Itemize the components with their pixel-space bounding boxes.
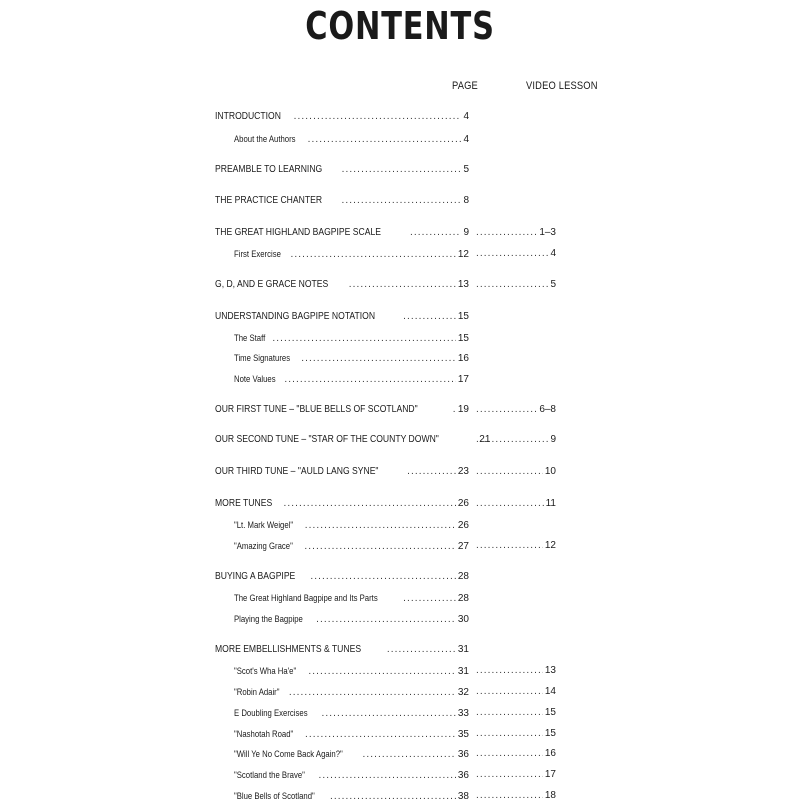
toc-video-leader [474, 496, 556, 512]
toc-page-number: 36 [457, 749, 469, 760]
toc-page-leader [215, 309, 469, 325]
toc-page-number: 16 [457, 353, 469, 364]
dot-leader [284, 372, 456, 388]
dot-leader [362, 747, 455, 763]
toc-entry [0, 464, 800, 480]
toc-page-leader [234, 726, 469, 742]
toc-entry [0, 684, 800, 700]
dot-leader [476, 496, 544, 512]
dot-leader [291, 247, 456, 263]
toc-entry [0, 330, 800, 346]
toc-page-number: 4 [463, 111, 469, 122]
toc-page-leader [234, 705, 469, 721]
toc-video-number: 5 [550, 279, 556, 290]
toc-entry-label: "Scotland the Brave" [234, 770, 305, 780]
toc-entry [0, 569, 800, 585]
toc-entry-label: OUR THIRD TUNE – "AULD LANG SYNE" [215, 466, 379, 477]
toc-entry [0, 642, 800, 658]
toc-entry [0, 162, 800, 178]
toc-page-number: 21 [479, 434, 491, 445]
toc-entry-label: About the Authors [234, 134, 296, 144]
dot-leader [403, 591, 456, 607]
toc-entry-label: "Will Ye No Come Back Again?" [234, 749, 343, 759]
dot-leader [476, 726, 543, 742]
toc-entry [0, 225, 800, 241]
toc-entry-label: MORE EMBELLISHMENTS & TUNES [215, 644, 362, 655]
toc-entry [0, 663, 800, 679]
toc-entry-label: BUYING A BAGPIPE [215, 571, 296, 582]
toc-video-leader [474, 464, 556, 480]
toc-page-number: 36 [457, 770, 469, 781]
dot-leader [476, 746, 543, 762]
toc-page-number: 15 [457, 333, 469, 344]
toc-page-leader [215, 225, 469, 241]
dot-leader [330, 789, 456, 805]
toc-entry [0, 193, 800, 209]
toc-video-number: 17 [544, 769, 556, 780]
dot-leader [453, 402, 456, 418]
toc-page-leader [234, 371, 469, 387]
toc-entry [0, 705, 800, 721]
toc-page-number: 28 [457, 593, 469, 604]
toc-entry [0, 726, 800, 742]
toc-page-leader [234, 131, 469, 147]
toc-page-number: 17 [457, 374, 469, 385]
toc-entry [0, 746, 800, 762]
toc-page-leader [234, 517, 469, 533]
dot-leader [322, 706, 456, 722]
toc-page-leader [215, 642, 469, 658]
video-column-header: VIDEO LESSON [526, 80, 598, 92]
dot-leader [308, 132, 462, 148]
toc-entry-label: G, D, AND E GRACE NOTES [215, 279, 329, 290]
toc-page-leader [215, 569, 469, 585]
toc-entry [0, 246, 800, 262]
toc-page-number: 38 [457, 791, 469, 802]
toc-page-leader [234, 746, 469, 762]
toc-video-number: 9 [550, 434, 556, 445]
dot-leader [403, 309, 456, 325]
toc-page-leader [234, 538, 469, 554]
toc-page-number: 8 [463, 195, 469, 206]
toc-page-number: 12 [457, 249, 469, 260]
toc-video-number: 18 [544, 790, 556, 801]
toc-page-number: 28 [457, 571, 469, 582]
toc-entry-label: Note Values [234, 374, 276, 384]
toc-page-number: 32 [457, 687, 469, 698]
toc-page-leader [234, 590, 469, 606]
toc-entry-label: "Amazing Grace" [234, 541, 293, 551]
toc-video-number: 13 [544, 665, 556, 676]
toc-video-number: 11 [545, 498, 556, 509]
toc-video-leader [474, 746, 556, 762]
toc-entry [0, 432, 800, 448]
toc-video-leader [474, 663, 556, 679]
dot-leader [387, 642, 456, 658]
toc-entry-label: OUR SECOND TUNE – "STAR OF THE COUNTY DOWN" [215, 434, 439, 445]
dot-leader [305, 727, 456, 743]
toc-entry-label: THE PRACTICE CHANTER [215, 195, 323, 206]
toc-entry-label: MORE TUNES [215, 498, 273, 509]
toc-entry-label: E Doubling Exercises [234, 708, 308, 718]
dot-leader [310, 569, 456, 585]
toc-entry-label: OUR FIRST TUNE – "BLUE BELLS OF SCOTLAND" [215, 404, 418, 415]
toc-entry-label: Time Signatures [234, 353, 291, 363]
dot-leader [342, 162, 462, 178]
toc-page-leader [234, 330, 469, 346]
toc-page-number: 9 [463, 227, 469, 238]
toc-page-leader [234, 246, 469, 262]
toc-entry-label: "Nashotah Road" [234, 729, 294, 739]
toc-page-leader [215, 496, 469, 512]
toc-entry [0, 309, 800, 325]
toc-entry-label: UNDERSTANDING BAGPIPE NOTATION [215, 311, 376, 322]
dot-leader [272, 331, 456, 347]
toc-video-leader [474, 432, 556, 448]
toc-video-leader [474, 767, 556, 783]
toc-page-leader [215, 277, 469, 293]
toc-page-leader [234, 684, 469, 700]
toc-entry [0, 350, 800, 366]
toc-entry-label: "Robin Adair" [234, 687, 280, 697]
toc-page-number: 15 [457, 311, 469, 322]
toc-page-leader [215, 402, 469, 418]
dot-leader [476, 432, 548, 448]
toc-entry-label: Playing the Bagpipe [234, 614, 303, 624]
dot-leader [476, 767, 543, 783]
dot-leader [308, 664, 456, 680]
toc-page-number: 26 [457, 498, 469, 509]
toc-page-leader [234, 767, 469, 783]
toc-video-leader [474, 277, 556, 293]
toc-entry-label: "Scot's Wha Ha'e" [234, 666, 297, 676]
toc-video-number: 6–8 [539, 404, 556, 415]
toc-page-leader [215, 162, 469, 178]
toc-entry [0, 277, 800, 293]
toc-entry-label: First Exercise [234, 249, 281, 259]
toc-entry-label: PREAMBLE TO LEARNING [215, 164, 323, 175]
toc-entry [0, 611, 800, 627]
dot-leader [476, 663, 543, 679]
toc-page-number: 30 [457, 614, 469, 625]
toc-page-leader [215, 432, 491, 448]
toc-page-leader [234, 350, 469, 366]
dot-leader [476, 402, 537, 418]
toc-video-leader [474, 538, 556, 554]
dot-leader [407, 464, 456, 480]
toc-entry-label: INTRODUCTION [215, 111, 281, 122]
toc-video-number: 12 [544, 540, 556, 551]
toc-entry [0, 788, 800, 804]
toc-video-number: 16 [544, 748, 556, 759]
dot-leader [341, 193, 461, 209]
dot-leader [476, 705, 543, 721]
dot-leader [289, 685, 456, 701]
toc-video-number: 10 [544, 466, 556, 477]
toc-page-leader [234, 611, 469, 627]
toc-video-number: 15 [544, 728, 556, 739]
dot-leader [294, 109, 462, 125]
toc-page-number: 27 [457, 541, 469, 552]
dot-leader [349, 277, 456, 293]
toc-page-leader [215, 464, 469, 480]
dot-leader [410, 225, 461, 241]
toc-entry [0, 402, 800, 418]
toc-page-leader [234, 788, 469, 804]
dot-leader [476, 684, 543, 700]
page-title: CONTENTS [305, 4, 495, 48]
toc-video-number: 4 [550, 248, 556, 259]
toc-entry-label: The Great Highland Bagpipe and Its Parts [234, 593, 378, 603]
dot-leader [476, 464, 543, 480]
toc-page-leader [234, 663, 469, 679]
toc-video-leader [474, 225, 556, 241]
toc-entry [0, 371, 800, 387]
toc-video-leader [474, 705, 556, 721]
toc-page-number: 13 [457, 279, 469, 290]
toc-video-number: 15 [544, 707, 556, 718]
toc-entry [0, 496, 800, 512]
page-column-header: PAGE [452, 80, 478, 92]
toc-page-number: 35 [457, 729, 469, 740]
toc-page-number: 5 [463, 164, 469, 175]
toc-entry-label: THE GREAT HIGHLAND BAGPIPE SCALE [215, 227, 381, 238]
toc-entry [0, 767, 800, 783]
dot-leader [476, 788, 543, 804]
toc-page-number: 31 [457, 666, 469, 677]
toc-entry-label: "Blue Bells of Scotland" [234, 791, 315, 801]
toc-page-number: 19 [457, 404, 469, 415]
toc-page-number: 33 [457, 708, 469, 719]
toc-page-number: 23 [457, 466, 469, 477]
toc-entry [0, 109, 800, 125]
toc-video-leader [474, 402, 556, 418]
toc-page-number: 4 [463, 134, 469, 145]
toc-video-leader [474, 246, 556, 262]
toc-page-number: 26 [457, 520, 469, 531]
toc-video-number: 14 [544, 686, 556, 697]
dot-leader [284, 496, 456, 512]
dot-leader [304, 539, 455, 555]
dot-leader [305, 518, 456, 534]
dot-leader [476, 246, 548, 262]
toc-entry [0, 131, 800, 147]
dot-leader [476, 225, 537, 241]
toc-video-leader [474, 788, 556, 804]
toc-page-leader [215, 109, 469, 125]
dot-leader [318, 768, 455, 784]
dot-leader [476, 538, 543, 554]
toc-video-number: 1–3 [539, 227, 556, 238]
dot-leader [301, 351, 456, 367]
toc-entry [0, 538, 800, 554]
toc-entry [0, 517, 800, 533]
toc-video-leader [474, 684, 556, 700]
toc-entry-label: "Lt. Mark Weigel" [234, 520, 294, 530]
toc-entry [0, 590, 800, 606]
toc-entry-label: The Staff [234, 333, 266, 343]
toc-page-number: 31 [457, 644, 469, 655]
dot-leader [316, 612, 456, 628]
toc-page-leader [215, 193, 469, 209]
toc-video-leader [474, 726, 556, 742]
dot-leader [476, 277, 548, 293]
